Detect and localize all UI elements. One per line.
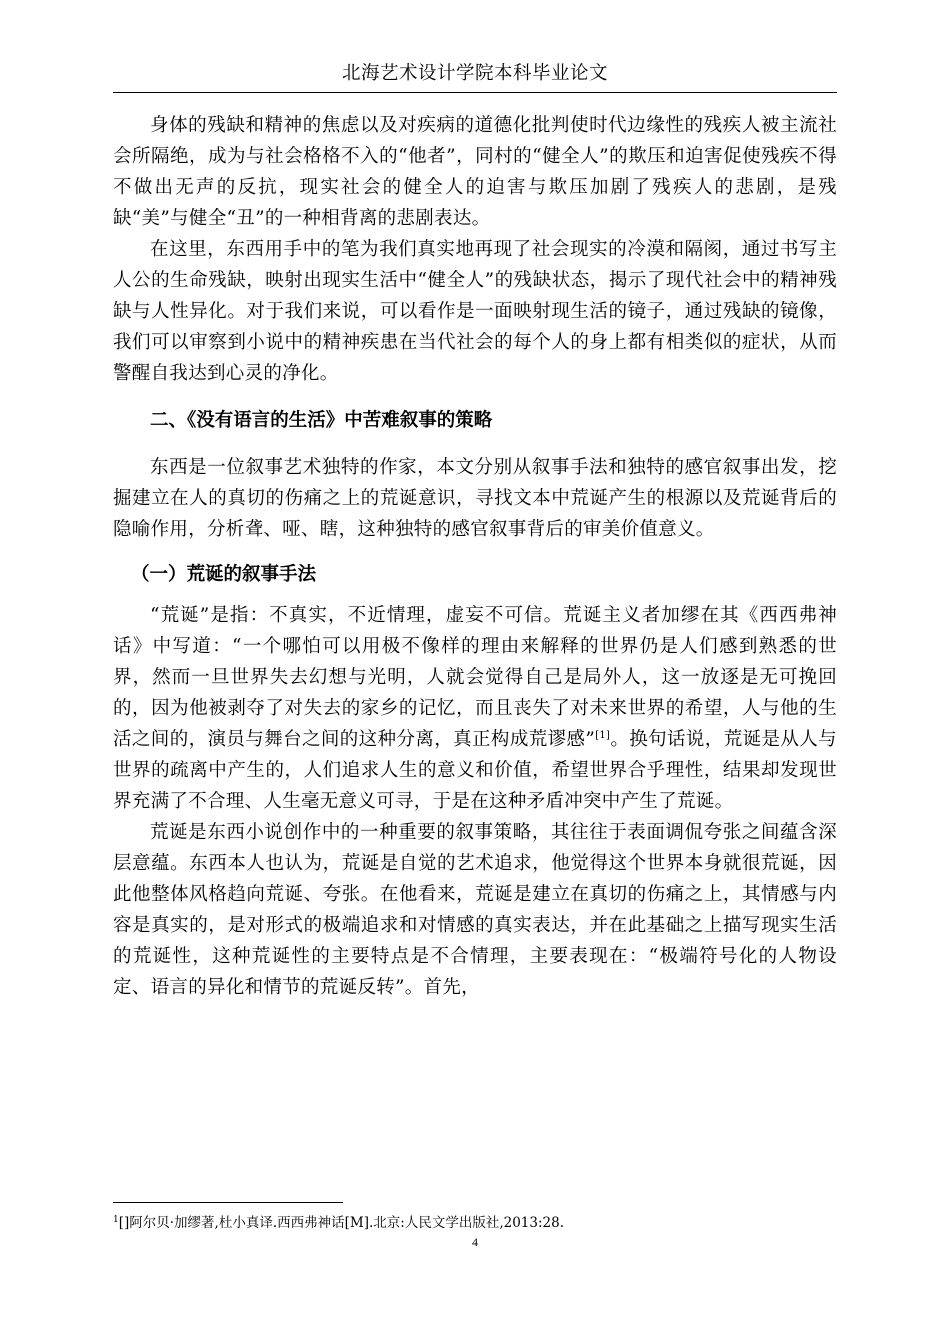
running-header: 北海艺术设计学院本科毕业论文: [341, 63, 608, 84]
subsection-heading: （一）荒诞的叙事手法: [131, 564, 317, 585]
body-text: [113, 110, 837, 1003]
footnote-divider: [113, 1202, 343, 1203]
footnote-marker: 1: [113, 1215, 119, 1225]
citation-marker[interactable]: [1]: [595, 730, 611, 741]
footnote: [113, 1214, 837, 1232]
paragraph-4: [113, 600, 837, 817]
footnote-text: []阿尔贝·加缪著,杜小真译.西西弗神话[M].北京:人民文学出版社,2013:28.: [118, 1215, 565, 1231]
paragraph-3: 东西是一位叙事艺术独特的作家，本文分别从叙事手法和独特的感官叙事出发，挖掘建立在人的真切的伤痛之上的荒诞意识，寻找文本中荒诞产生的根源以及荒诞背后的隐喻作用，分析聋、哑、瞎，这种独特的感官叙事背后的审美价值意义。: [113, 457, 837, 540]
header-divider: [113, 92, 837, 93]
paragraph-4-rest: 。换句话说，荒诞是从人与世界的疏离中产生的，人们追求人生的意义和价值，希望世界合乎理性，结果却发现世界充满了不合理、人生毫无意义可寻，于是在这种矛盾冲突中产生了荒诞。: [113, 729, 837, 812]
section-heading: 二、《没有语言的生活》中苦难叙事的策略: [150, 410, 493, 431]
page-number: 4: [472, 1235, 478, 1249]
paragraph-2: 在这里，东西用手中的笔为我们真实地再现了社会现实的冷漠和隔阂，通过书写主人公的生命残缺，映射出现实生活中“健全人”的残缺状态，揭示了现代社会中的精神残缺与人性异化。对于我们来说，可以看作是一面映射现生活的镜子，通过残缺的镜像，我们可以审察到小说中的精神疾患在当代社会的每个人的身上都有相类似的症状，从而警醒自我达到心灵的净化。: [113, 239, 837, 384]
paragraph-4-quote: “荒诞”是指：不真实，不近情理，虚妄不可信。荒诞主义者加缪在其《西西弗神话》中写道：“一个哪怕可以用极不像样的理由来解释的世界仍是人们感到熟悉的世界，然而一旦世界失去幻想与光明，人就会觉得自己是局外人，这一放逐是无可挽回的，因为他被剥夺了对失去的家乡的记忆，而且丧失了对未来世界的希望，人与他的生活之间的，演员与舞台之间的这种分离，真正构成荒谬感”: [113, 605, 837, 750]
paragraph-5: 荒诞是东西小说创作中的一种重要的叙事策略，其往往于表面调侃夸张之间蕴含深层意蕴。东西本人也认为，荒诞是自觉的艺术追求，他觉得这个世界本身就很荒诞，因此他整体风格趋向荒诞、夸张。在他看来，荒诞是建立在真切的伤痛之上，其情感与内容是真实的，是对形式的极端追求和对情感的真实表达，并在此基础之上描写现实生活的荒诞性，这种荒诞性的主要特点是不合情理，主要表现在：“极端符号化的人物设定、语言的异化和情节的荒诞反转”。首先，: [113, 822, 837, 998]
paragraph-1: 身体的残缺和精神的焦虑以及对疾病的道德化批判使时代边缘性的残疾人被主流社会所隔绝，成为与社会格格不入的“他者”，同村的“健全人”的欺压和迫害促使残疾不得不做出无声的反抗，现实社会的健全人的迫害与欺压加剧了残疾人的悲剧，是残缺“美”与健全“丑”的一种相背离的悲剧表达。: [113, 115, 837, 229]
